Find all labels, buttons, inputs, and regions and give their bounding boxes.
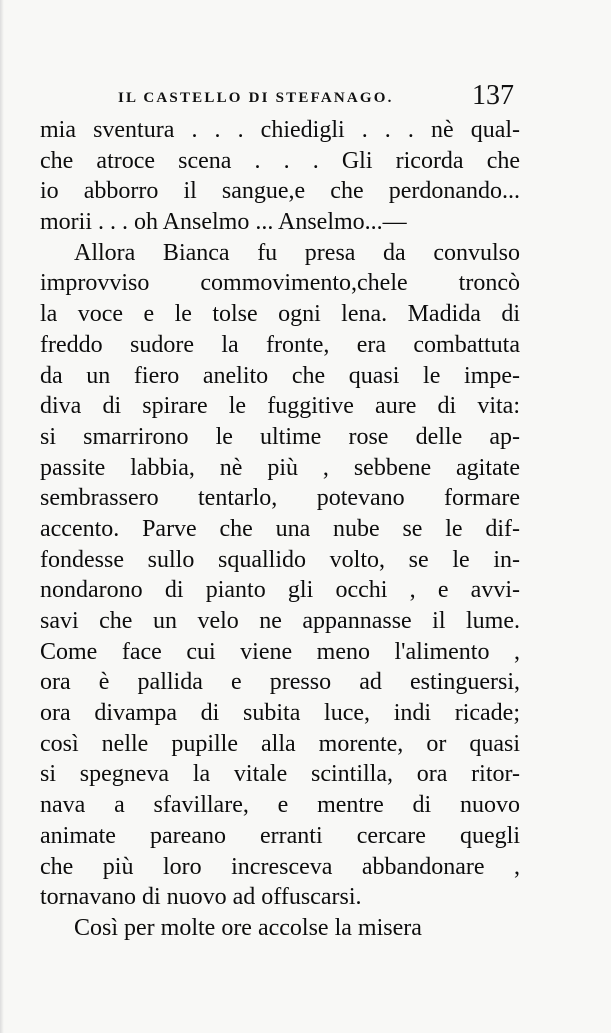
text-line: ora divampa di subita luce, indi ricade; [40,700,520,727]
text-line: mia sventura . . . chiedigli . . . nè qual- [40,117,520,143]
text-line: ora è pallida e presso ad estinguersi, [40,669,520,696]
paragraph-first-line: Così per molte ore accolse la misera [74,914,422,941]
text-line: animate pareano erranti cercare quegli [40,822,520,849]
text-line: morii . . . oh Anselmo ... Anselmo...— [40,209,407,236]
text-line: si smarrirono le ultime rose delle ap- [40,423,520,450]
paragraph-first-line: Allora Bianca fu presa da convulso [74,239,520,266]
body-text [40,115,520,944]
text-line: Come face cui viene meno l'alimento , [40,638,520,665]
text-line: improvviso commovimento,chele troncò [40,270,520,297]
text-line: nava a sfavillare, e mentre di nuovo [40,792,520,819]
text-line: che atroce scena . . . Gli ricorda che [40,147,520,174]
text-line: che più loro incresceva abbandonare , [40,853,520,880]
text-line: la voce e le tolse ogni lena. Madida di [40,301,520,328]
text-line: fondesse sullo squallido volto, se le in- [40,546,520,573]
text-line: da un fiero anelito che quasi le impe- [40,362,520,389]
text-line: si spegneva la vitale scintilla, ora ritor- [40,761,520,788]
text-line: nondarono di pianto gli occhi , e avvi- [40,577,520,604]
text-line: savi che un velo ne appannasse il lume. [40,608,520,634]
page-edge-shadow [0,0,4,1033]
text-line: sembrassero tentarlo, potevano formare [40,485,520,512]
page-number: 137 [472,80,514,111]
text-line: tornavano di nuovo ad offuscarsi. [40,884,362,911]
text-line: passite labbia, nè più , sebbene agitate [40,454,520,481]
text-line: così nelle pupille alla morente, or quasi [40,730,520,757]
text-line: freddo sudore la fronte, era combattuta [40,331,520,358]
running-head: IL CASTELLO DI STEFANAGO. [118,90,394,106]
text-line: accento. Parve che una nube se le dif- [40,515,520,542]
text-line: io abborro il sangue,e che perdonando... [40,178,520,205]
text-line: diva di spirare le fuggitive aure di vita: [40,393,520,420]
page-header [70,80,520,116]
